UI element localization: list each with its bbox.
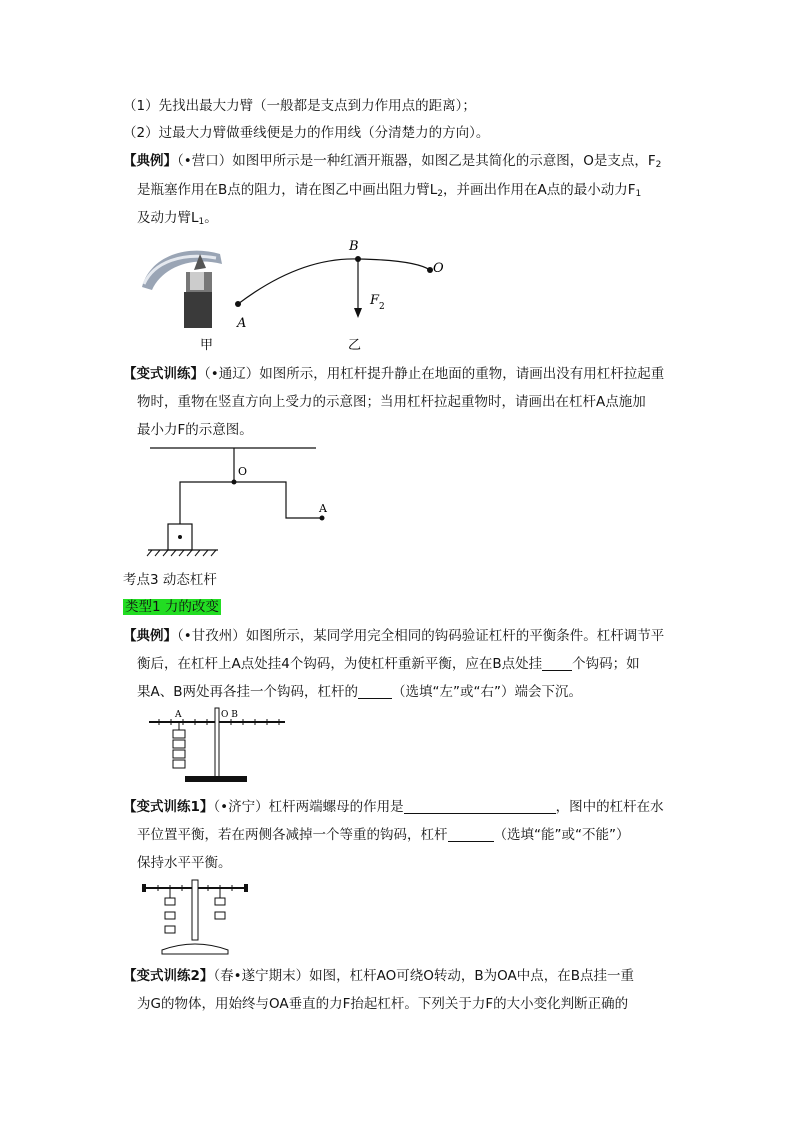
text: （•甘孜州）如图所示，某同学用完全相同的钩码验证杠杆的平衡条件。杠杆调节平 [177, 628, 665, 644]
text: （•济宁）杠杆两端螺母的作用是 [213, 799, 404, 815]
answer-blank[interactable] [448, 827, 494, 842]
training-2-line-1 [123, 797, 664, 817]
training-3-line-2: 为G的物体，用始终与OA垂直的力F抬起杠杆。下列关于力F的大小变化判断正确的 [137, 996, 629, 1012]
text: 及动力臂L [137, 210, 199, 226]
weight-center [178, 535, 182, 539]
text: 个钩码；如 [572, 656, 640, 672]
point-o [232, 480, 237, 485]
example-tag: 【典例】 [123, 153, 177, 169]
training-1-line-2: 物时，重物在竖直方向上受力的示意图；当用杠杆拉起重物时，请画出在杠杆A点施加 [137, 394, 646, 410]
stand-base [162, 944, 228, 954]
stand-pole [192, 880, 198, 940]
left-weights [165, 898, 175, 933]
right-weights [215, 898, 225, 919]
training-tag: 【变式训练】 [123, 366, 204, 382]
label-f2: F [370, 293, 380, 308]
figure-balance [145, 706, 295, 790]
label-b: B [349, 239, 359, 254]
subscript: 2 [655, 160, 662, 170]
lever-curve [238, 259, 430, 304]
training-3-line-1 [123, 966, 634, 986]
example-1-line-1 [123, 151, 661, 175]
example-1-line-2 [137, 180, 641, 204]
label-ob: O B [221, 710, 238, 720]
subscript: 1 [198, 217, 205, 227]
step-2: （2）过最大力臂做垂线便是力的作用线（分清楚力的方向）。 [123, 125, 490, 141]
example-2-line-2 [137, 654, 640, 674]
subscript: 1 [635, 189, 642, 199]
text: （春•遂宁期末）如图，杠杆AO可绕O转动，B为OA中点，在B点挂一重 [213, 968, 635, 984]
highlight: 类型1 力的改变 [125, 599, 219, 615]
text: ，图中的杠杆在水 [555, 799, 664, 815]
opener-photo [142, 251, 222, 328]
left-nut [142, 884, 146, 892]
example-2-line-1 [123, 626, 664, 646]
stand-base [185, 776, 247, 782]
right-nut [244, 884, 248, 892]
label-a: A [237, 316, 247, 331]
step-1: （1）先找出最大力臂（一般都是支点到力作用点的距离）； [123, 98, 476, 114]
answer-blank[interactable] [404, 799, 556, 814]
label-jia: 甲 [200, 338, 214, 353]
text: （选填“能”或“不能”） [493, 827, 630, 843]
text: 衡后，在杠杆上A点处挂4个钩码，为使杠杆重新平衡，应在B点处挂 [137, 656, 543, 672]
example-1-line-3 [137, 208, 218, 232]
training-1-line-1 [123, 364, 664, 384]
training-2-line-2 [137, 825, 629, 845]
answer-blank[interactable] [358, 684, 392, 699]
example-1-text: （•营口）如图甲所示是一种红酒开瓶器，如图乙是其简化的示意图，O是支点，F [177, 153, 656, 169]
text: （•通辽）如图所示，用杠杆提升静止在地面的重物，请画出没有用杠杆拉起重 [204, 366, 665, 382]
subscript: 2 [437, 189, 444, 199]
label-a: A [319, 502, 327, 515]
arrow-head [354, 308, 362, 318]
text: （选填“左”或“右”）端会下沉。 [392, 684, 582, 700]
ground-hatch [147, 550, 216, 556]
training-tag: 【变式训练1】 [123, 799, 214, 815]
training-1-line-3: 最小力F的示意图。 [137, 422, 253, 438]
label-f2-sub: 2 [379, 302, 385, 312]
label-yi: 乙 [348, 338, 362, 353]
figure-lever-weight [140, 444, 340, 562]
training-tag: 【变式训练2】 [123, 968, 214, 984]
training-2-line-3: 保持水平平衡。 [137, 855, 232, 871]
label-a: A [175, 710, 182, 720]
text: 果A、B两处再各挂一个钩码，杠杆的 [137, 684, 358, 700]
hook-weights [173, 730, 185, 768]
kaodian-heading: 考点3 动态杠杆 [123, 572, 217, 588]
lever-bar [180, 482, 322, 524]
text: 平位置平衡，若在两侧各减掉一个等重的钩码，杠杆 [137, 827, 448, 843]
example-2-line-3 [137, 682, 582, 702]
figure-opener [130, 232, 460, 357]
text: ，并画出作用在A点的最小动力F [443, 182, 636, 198]
figure-balance-two [140, 876, 250, 958]
point-a [320, 516, 325, 521]
point-a [235, 301, 241, 307]
example-tag: 【典例】 [123, 628, 177, 644]
label-o: O [433, 261, 444, 276]
stand-pole [215, 708, 219, 778]
text: 。 [204, 210, 218, 226]
text: 是瓶塞作用在B点的阻力，请在图乙中画出阻力臂L [137, 182, 438, 198]
answer-blank[interactable] [542, 656, 572, 671]
leixing-heading [123, 597, 221, 617]
label-o: O [238, 465, 248, 478]
